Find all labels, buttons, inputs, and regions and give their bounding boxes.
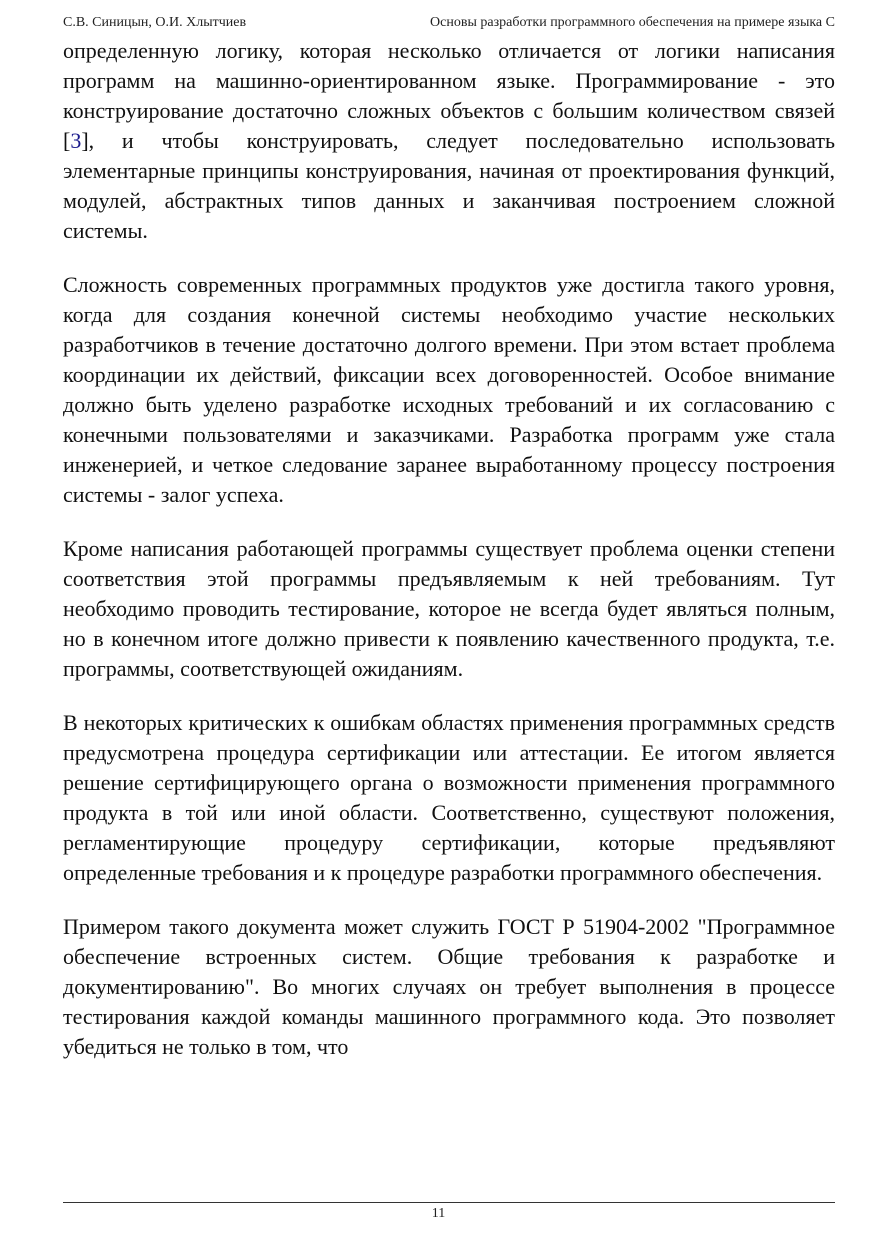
paragraph-text: ], и чтобы конструировать, следует последовательно использовать элементарные принципы конструирования, начиная от проектирования функций, модулей, абстрактных типов данных и заканчивая построением сложной системы.	[63, 128, 835, 243]
paragraph: В некоторых критических к ошибкам областях применения программных средств предусмотрена процедура сертификации или аттестации. Ее итогом является решение сертифицирующего органа о возможности применения программного продукта в той или иной области. Соответственно, существуют положения, регламентирующие процедуру сертификации, которые предъявляют определенные требования и к процедуре разработки программного обеспечения.	[63, 710, 835, 885]
header-authors: С.В. Синицын, О.И. Хлытчиев	[63, 15, 247, 30]
running-header	[63, 15, 835, 35]
paragraph: Сложность современных программных продуктов уже достигла такого уровня, когда для создания конечной системы необходимо участие нескольких разработчиков в течение достаточно долгого времени. При этом встает проблема координации их действий, фиксации всех договоренностей. Особое внимание должно быть уделено разработке исходных требований и их согласованию с конечными пользователями и заказчиками. Разработка программ уже стала инженерией, и четкое следование заранее выработанному процессу построения системы - залог успеха.	[63, 272, 835, 507]
page-body	[63, 36, 835, 1086]
paragraph	[63, 36, 835, 246]
footer-divider	[63, 1202, 835, 1203]
header-book-title: Основы разработки программного обеспечения на примере языка С	[430, 15, 835, 30]
paragraph-text: определенную логику, которая несколько отличается от логики написания программ на машинно-ориентированном языке. Программирование - это конструирование достаточно сложных объектов с большим количеством связей [	[63, 38, 835, 153]
paragraph: Примером такого документа может служить ГОСТ Р 51904-2002 "Программное обеспечение встроенных систем. Общие требования к разработке и документированию". Во многих случаях он требует выполнения в процессе тестирования каждой команды машинного программного кода. Это позволяет убедиться не только в том, что	[63, 914, 835, 1059]
page-number: 11	[431, 1206, 446, 1221]
paragraph: Кроме написания работающей программы существует проблема оценки степени соответствия этой программы предъявляемым к ней требованиям. Тут необходимо проводить тестирование, которое не всегда будет являться полным, но в конечном итоге должно привести к появлению качественного продукта, т.е. программы, соответствующей ожиданиям.	[63, 536, 835, 681]
citation-link[interactable]: 3	[70, 128, 82, 153]
